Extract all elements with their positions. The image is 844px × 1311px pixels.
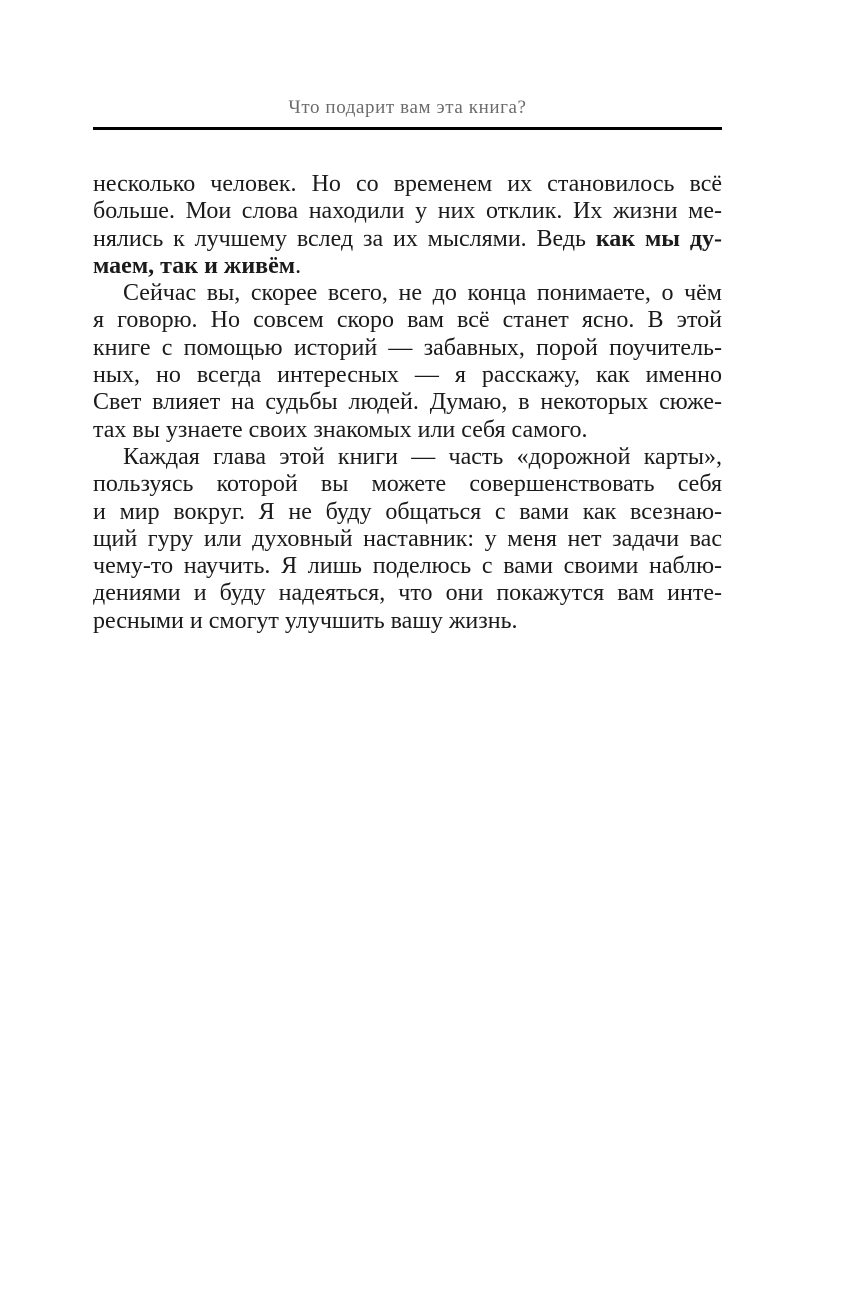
text-line (93, 526, 722, 553)
text-segment: больше. Мои слова находили у них отклик. Их жизни ме- (93, 198, 722, 225)
text-segment: тах вы узнаете своих знакомых или себя самого. (93, 416, 588, 443)
text-segment: щий гуру или духовный наставник: у меня нет задачи вас (93, 525, 722, 552)
text-segment: несколько человек. Но со временем их становилось всё (93, 171, 722, 197)
text-segment: ресными и смогут улучшить вашу жизнь. (93, 607, 518, 634)
paragraph (93, 444, 722, 635)
body-text (93, 171, 722, 635)
text-line (93, 226, 722, 253)
text-segment: . (295, 252, 302, 279)
text-segment: пользуясь которой вы можете совершенствовать себя (93, 471, 722, 498)
text-line (93, 198, 722, 225)
text-line (93, 280, 722, 307)
text-segment: Сейчас вы, скорее всего, не до конца понимаете, о чём (123, 280, 722, 307)
text-segment: и мир вокруг. Я не буду общаться с вами как всезнаю- (93, 498, 722, 525)
paragraph (93, 280, 722, 444)
text-line (93, 417, 722, 444)
text-line (93, 307, 722, 334)
text-segment: дениями и буду надеяться, что они покажутся вам инте- (93, 580, 722, 607)
paragraph (93, 171, 722, 280)
text-line (93, 444, 722, 471)
text-segment: книге с помощью историй — забавных, порой поучитель- (93, 334, 722, 361)
text-line (93, 171, 722, 198)
running-header: Что подарит вам эта книга? (288, 97, 527, 118)
text-segment: Каждая глава этой книги — часть «дорожной карты», (123, 443, 722, 470)
bold-text: как мы ду- (595, 225, 722, 252)
text-line (93, 253, 722, 280)
text-line (93, 362, 722, 389)
text-line (93, 471, 722, 498)
header-rule (93, 127, 722, 130)
text-segment: Свет влияет на судьбы людей. Думаю, в некоторых сюже- (93, 389, 722, 416)
text-line (93, 553, 722, 580)
text-line (93, 608, 722, 635)
text-segment: нялись к лучшему вслед за их мыслями. Ведь (93, 225, 596, 252)
text-line (93, 389, 722, 416)
text-segment: я говорю. Но совсем скоро вам всё станет ясно. В этой (93, 307, 722, 334)
text-segment: ных, но всегда интересных — я расскажу, как именно (93, 362, 722, 389)
text-line (93, 499, 722, 526)
text-line (93, 580, 722, 607)
text-segment: чему-то научить. Я лишь поделюсь с вами своими наблю- (93, 553, 722, 580)
text-line (93, 335, 722, 362)
bold-text: маем, так и живём (93, 252, 296, 279)
